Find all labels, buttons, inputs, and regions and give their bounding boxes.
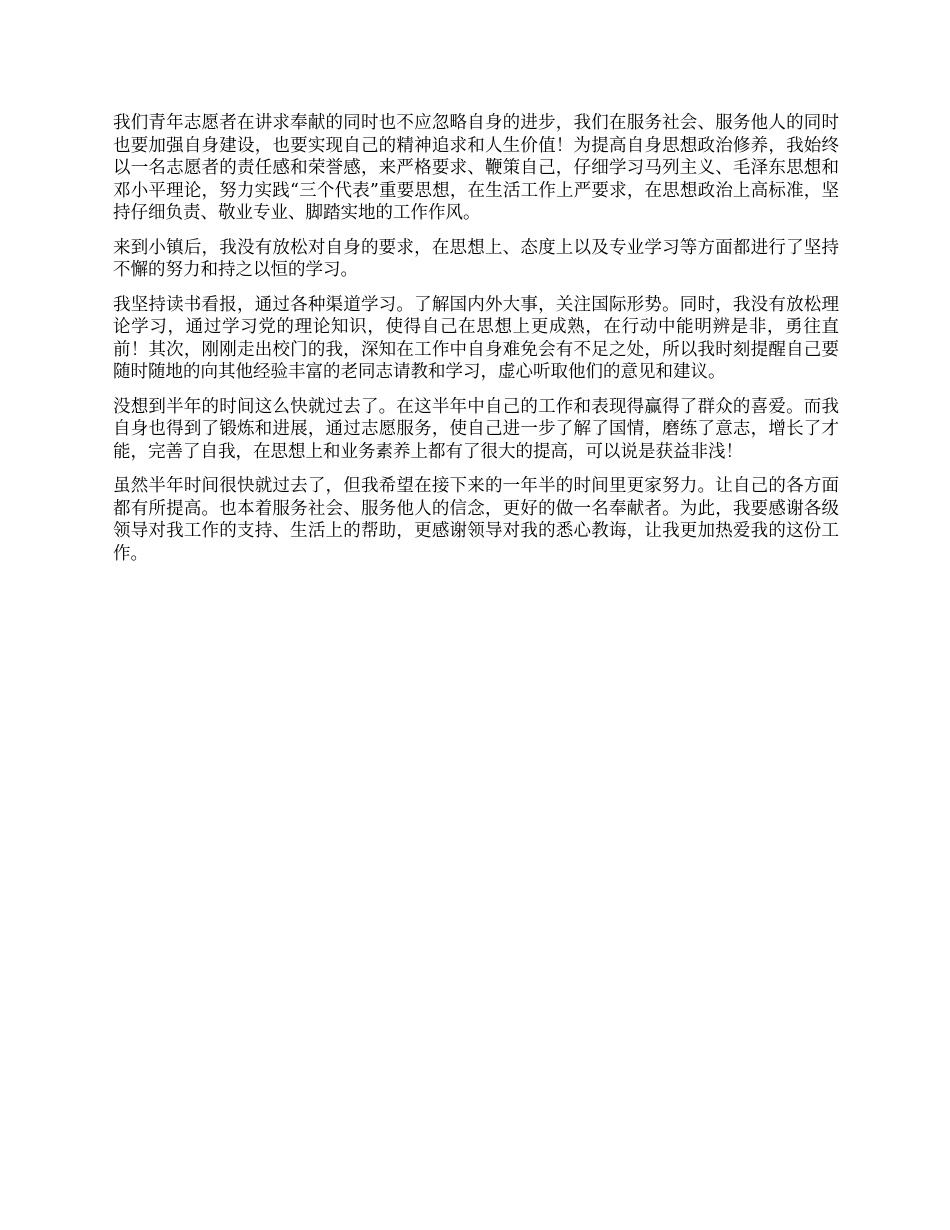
- paragraph-4: 没想到半年的时间这么快就过去了。在这半年中自己的工作和表现得赢得了群众的喜爱。而我自身也得到了锻炼和进展，通过志愿服务，使自己进一步了解了国情，磨练了意志，增长了才能，完善了自我，在思想上和业务素养上都有了很大的提高，可以说是获益非浅！: [113, 396, 839, 462]
- paragraph-2: 来到小镇后，我没有放松对自身的要求，在思想上、态度上以及专业学习等方面都进行了坚持不懈的努力和持之以恒的学习。: [113, 237, 839, 280]
- paragraph-5: 虽然半年时间很快就过去了，但我希望在接下来的一年半的时间里更家努力。让自己的各方面都有所提高。也本着服务社会、服务他人的信念，更好的做一名奉献者。为此，我要感谢各级领导对我工作的支持、生活上的帮助，更感谢领导对我的悉心教诲，让我更加热爱我的这份工作。: [113, 476, 839, 564]
- document-page: [113, 112, 839, 577]
- paragraph-1: 我们青年志愿者在讲求奉献的同时也不应忽略自身的进步，我们在服务社会、服务他人的同时也要加强自身建设，也要实现自己的精神追求和人生价值！为提高自身思想政治修养，我始终以一名志愿者的责任感和荣誉感，来严格要求、鞭策自己，仔细学习马列主义、毛泽东思想和邓小平理论，努力实践“三个代表”重要思想，在生活工作上严要求，在思想政治上高标准，坚持仔细负责、敬业专业、脚踏实地的工作作风。: [113, 113, 839, 223]
- paragraph-3: 我坚持读书看报，通过各种渠道学习。了解国内外大事，关注国际形势。同时，我没有放松理论学习，通过学习党的理论知识，使得自己在思想上更成熟，在行动中能明辨是非，勇往直前！其次，刚刚走出校门的我，深知在工作中自身难免会有不足之处，所以我时刻提醒自己要随时随地的向其他经验丰富的老同志请教和学习，虚心听取他们的意见和建议。: [113, 294, 839, 382]
